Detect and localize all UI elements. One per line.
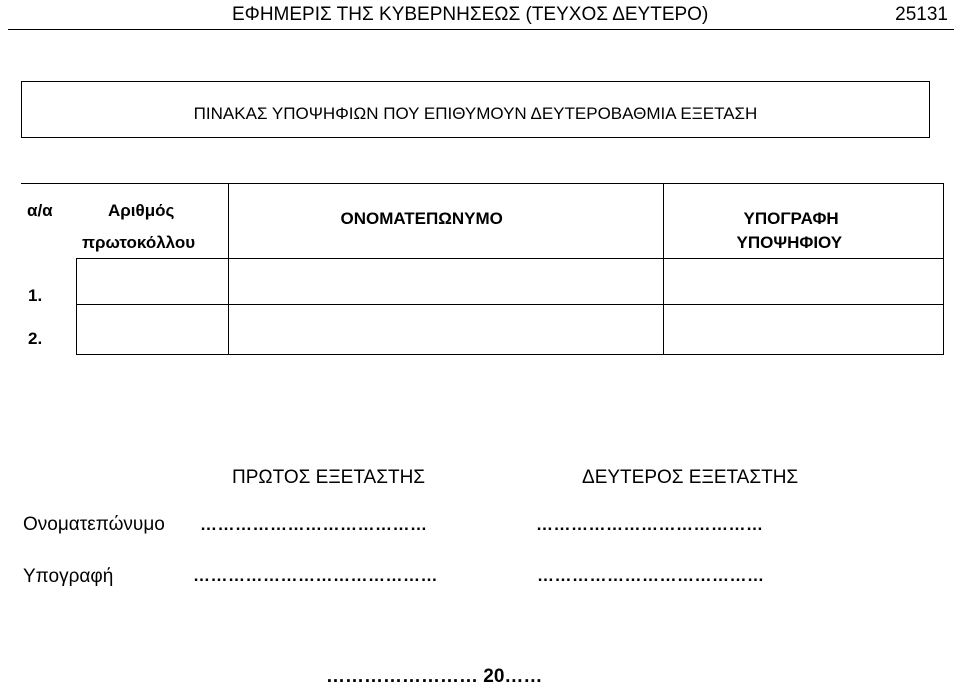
first-examiner-title: ΠΡΩΤΟΣ ΕΞΕΤΑΣΤΗΣ (232, 467, 426, 488)
table-row (21, 259, 943, 305)
header-aa-label: α/α (27, 201, 53, 220)
row-number: 2. (28, 328, 43, 348)
row-number: 1. (28, 285, 43, 305)
fullname-cell (228, 305, 663, 355)
header-signature-line1: ΥΠΟΓΡΑΦΗ (743, 209, 839, 228)
header-cell-protocol (76, 184, 228, 259)
second-examiner-name-field: ………………………………… (536, 515, 764, 534)
page-number: 25131 (895, 4, 948, 25)
date-line: …………………… 20…… (326, 666, 543, 687)
signature-label: Υπογραφή (23, 566, 114, 587)
header-cell-aa (21, 184, 76, 259)
signature-cell (663, 259, 943, 305)
header-divider (8, 29, 954, 30)
row-number-cell (21, 259, 76, 305)
header-protocol-line1: Αριθμός (108, 201, 175, 220)
first-examiner-name-field: ………………………………… (200, 515, 428, 534)
name-label: Ονοματεπώνυμο (23, 514, 165, 535)
header-signature-line2: ΥΠΟΨΗΦΙΟΥ (736, 233, 843, 252)
header-protocol-line2: πρωτοκόλλου (82, 233, 196, 252)
protocol-cell (76, 305, 228, 355)
table-title: ΠΙΝΑΚΑΣ ΥΠΟΨΗΦΙΩΝ ΠΟΥ ΕΠΙΘΥΜΟΥΝ ΔΕΥΤΕΡΟΒΑΘΜΙΑ ΕΞΕΤΑΣΗ (193, 104, 758, 123)
table-title-box (21, 81, 930, 138)
signature-cell (663, 305, 943, 355)
header-fullname-label: ΟΝΟΜΑΤΕΠΩΝΥΜΟ (340, 209, 503, 228)
fullname-cell (228, 259, 663, 305)
table-header-row (21, 184, 943, 259)
first-examiner-signature-field: …………………………………… (193, 566, 438, 585)
second-examiner-title: ΔΕΥΤΕΡΟΣ ΕΞΕΤΑΣΤΗΣ (582, 467, 799, 488)
header-cell-signature (663, 184, 943, 259)
second-examiner-signature-field: ………………………………… (537, 566, 765, 585)
candidates-table (21, 183, 944, 355)
row-number-cell (21, 305, 76, 355)
table-row (21, 305, 943, 355)
gazette-header-title: ΕΦΗΜΕΡΙΣ ΤΗΣ ΚΥΒΕΡΝΗΣΕΩΣ (ΤΕΥΧΟΣ ΔΕΥΤΕΡΟ) (232, 4, 709, 25)
protocol-cell (76, 259, 228, 305)
header-cell-fullname (228, 184, 663, 259)
